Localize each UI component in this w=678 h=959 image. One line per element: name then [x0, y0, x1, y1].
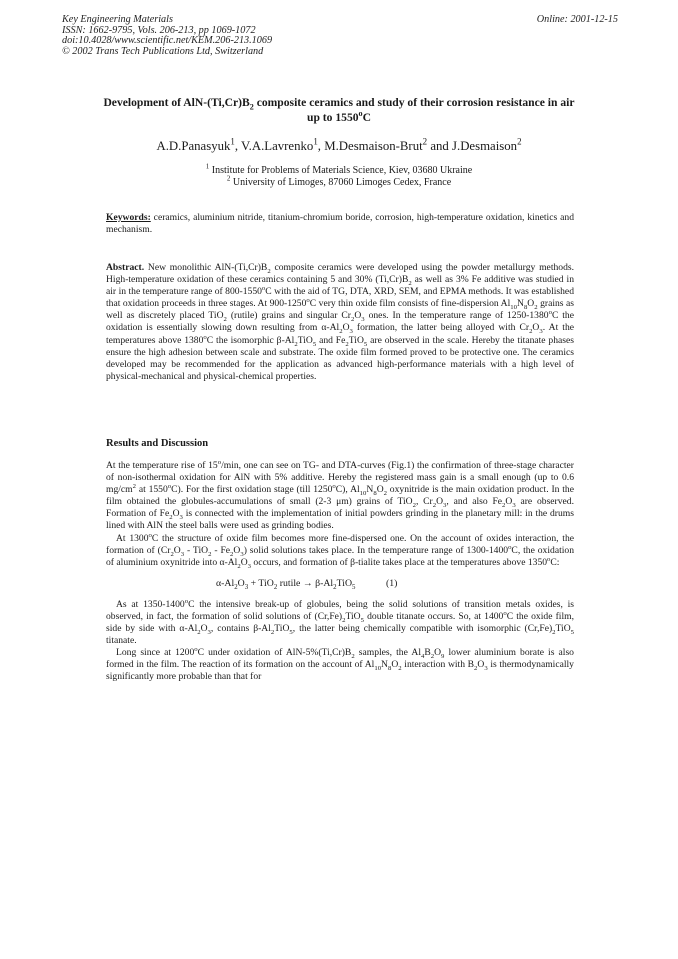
copyright-line: © 2002 Trans Tech Publications Ltd, Switzerland [62, 45, 264, 57]
results-body [106, 460, 574, 684]
paragraph-3: As at 1350-1400$^o$C the intensive break-up of globules, being the solid solutions of transition metals oxides, is observed, in fact, the formation of solid solutions of $(Cr,Fe)_2TiO_5$ double titanate occurs. So, at 1400$^o$C the oxide film, side by side with $\alpha-Al_2O_3$, contains $\beta-Al_2TiO_5$, the latter being chemically compatible with isomorphic $(Cr,Fe)_2TiO_5$ titanate. [106, 597, 575, 647]
online-date: Online: 2001-12-15 [536, 14, 618, 25]
abstract-label: Abstract. [106, 262, 145, 273]
author-list: A.D.Panasyuk$^1$, V.A.Lavrenko$^1$, M.Desmaison-Brut$^2$ and J.Desmaison$^2$ [156, 136, 522, 153]
affiliations [80, 162, 598, 189]
author-name: , M.Desmaison-Brut [317, 139, 423, 153]
paper-title: Development of AlN-$(Ti,Cr)B_2$ composite ceramics and study of their corrosion resistance in air up to 1550$^o$C [103, 96, 575, 124]
doi-line[interactable]: doi:10.4028/www.scientific.net/KEM.206-213.1069 [62, 35, 273, 46]
section-heading: Results and Discussion [106, 438, 209, 449]
issn-line: ISSN: 1662-9795, Vols. 206-213, pp 1069-1072 [62, 24, 256, 36]
journal-header [62, 15, 618, 57]
paragraph-4: Long since at 1200$^o$C under oxidation of AlN-$5\%(Ti,Cr)B_2$ samples, the $Al_4B_2O_9$ lower aluminium borate is also formed in the film. The reaction of its formation on the account of $Al_{10}N_8O_2$ interaction with $B_2O_3$ is thermodynamically significantly more probable than that for [106, 646, 574, 683]
keywords [106, 212, 574, 236]
journal-name: Key Engineering Materials [62, 14, 173, 25]
equation-text: $\alpha-Al_2O_3 + TiO_2$ rutile → $\beta-Al_2TiO_5$ [216, 577, 356, 591]
author-name: and J.Desmaison [427, 139, 518, 153]
keywords-label: Keywords: [106, 212, 151, 223]
abstract: Abstract. New monolithic AlN-$(Ti,Cr)B_2$ composite ceramics were developed using the powder metallurgy methods. High-temperature oxidation of these ceramics containing 5 and 30% $(Ti,Cr)B_2$ as well as 3% Fe additive was studied in air in the temperature range of 800-1550$^o$C with the aid of TG, DTA, XRD, SEM, and EPMA methods. It was established that oxidation proceeds in three stages. At 900-1250$^o$C very thin oxide film consists of fine-dispersion $Al_{10}N_8O_2$ grains as well as discretely placed TiO$_2$ (rutile) grains and singular $Cr_2O_3$ ones. In the temperature range of 1250-1380$^o$C the oxidation is essentially slowing down resulting from $\alpha-Al_2O_3$ formation, the latter being alloyed with $Cr_2O_3$. At the temperatures above 1380$^o$C the isomorphic $\beta-Al_2TiO_5$ and $Fe_2TiO_5$ are observed in the scale. Hereby the titanate phases ensure the high adhesion between scale and substrate. The oxide film formed proved to be protective one. The ceramics developed may be recommended for the application as advanced high-performance materials with a high level of physical-mechanical and physical-chemical properties. [106, 262, 575, 382]
affiliation-1: $^1$ Institute for Problems of Materials Science, Kiev, 03680 Ukraine [205, 162, 473, 176]
author-name: , V.A.Lavrenko [234, 139, 314, 153]
author-name: A.D.Panasyuk [156, 139, 231, 153]
paragraph-1: At the temperature rise of 15$^o$/min, one can see on TG- and DTA-curves (Fig.1) the confirmation of three-stage character of non-isothermal oxidation for AlN with 5% additive. Hereby the registered mass gain is a small enough (up to 0.6 $mg/cm^2$ at 1550$^o$C). For the first oxidation stage (till 1250$^o$C), $Al_{10}N_8O_2$ oxynitride is the main oxidation product. In the film obtained the globules-accumulations of small (2-3 μm) grains of TiO$_2$, $Cr_2O_3$, and also $Fe_2O_3$ are observed. Formation of $Fe_2O_3$ is connected with the implementation of initial powders grinding in the planetary mill: in the drums lined with AlN the steel balls were used as grinding bodies. [106, 458, 575, 532]
keywords-text: ceramics, aluminium nitride, titanium-chromium boride, corrosion, high-temperature oxidation, kinetics and mechanism. [106, 212, 574, 236]
equation-1 [106, 573, 574, 595]
paragraph-2: At 1300$^o$C the structure of oxide film becomes more fine-dispersed one. On the account of oxides interaction, the formation of $(Cr_2O_3 - TiO_2 - Fe_2O_3)$ solid solutions takes place. In the temperature range of 1300-1400$^o$C, the oxidation of aluminium oxynitride into $\alpha-Al_2O_3$ occurs, and formation of β-tialite takes place at the temperatures above 1350$^o$C: [106, 531, 574, 570]
affiliation-2: $^2$ University of Limoges, 87060 Limoges Cedex, France [226, 174, 452, 188]
equation-number: (1) [386, 577, 398, 589]
